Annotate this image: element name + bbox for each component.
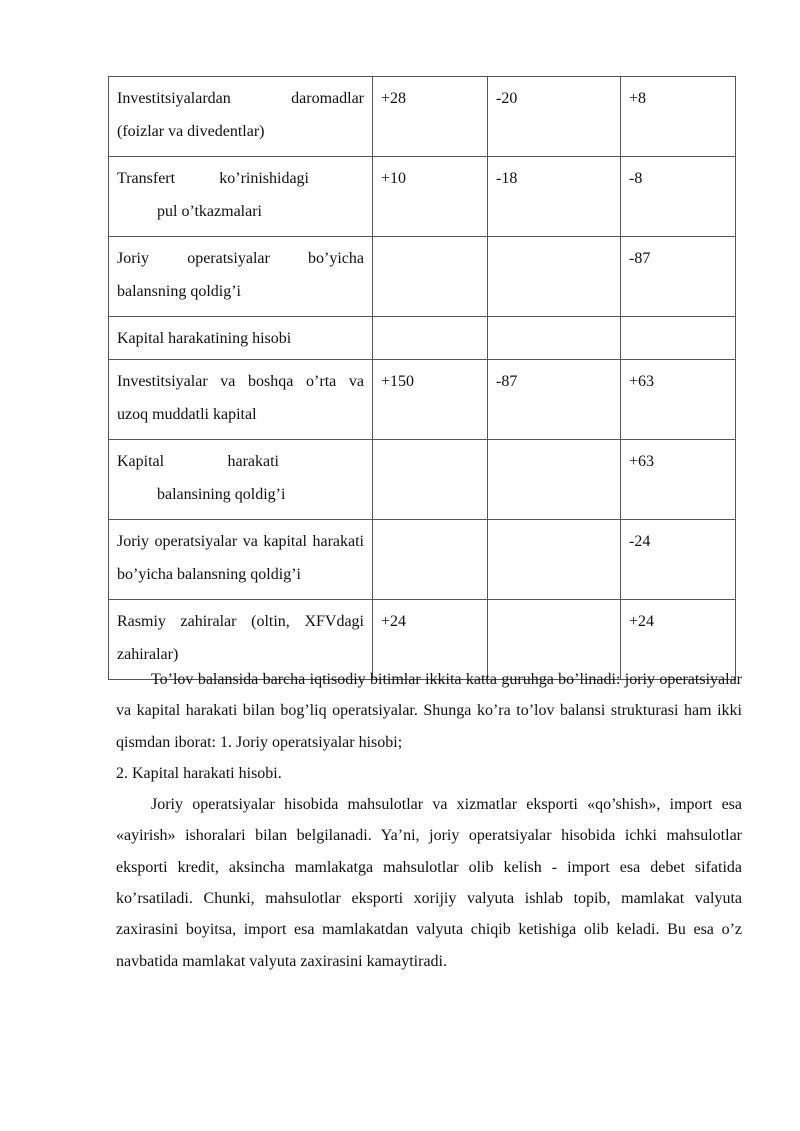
label-part: Kapital (117, 453, 165, 470)
row-label: Joriy operatsiyalar bo’yicha balansning qoldig’i (109, 237, 373, 317)
table-row (109, 317, 736, 360)
cell-value: -8 (621, 157, 736, 237)
label-part: ko’rinishidagi (219, 170, 309, 187)
body-text (116, 664, 742, 977)
table-row (109, 520, 736, 600)
cell-value (373, 237, 488, 317)
cell-value (488, 440, 621, 520)
table-row (109, 440, 736, 520)
row-label (109, 77, 373, 157)
cell-value (621, 317, 736, 360)
cell-value: +24 (621, 600, 736, 680)
row-label (109, 157, 373, 237)
row-label: Rasmiy zahiralar (oltin, XFVdagi zahiralar) (109, 600, 373, 680)
row-label: Joriy operatsiyalar va kapital harakati bo’yicha balansning qoldig’i (109, 520, 373, 600)
label-part: Investitsiyalardan (117, 90, 231, 107)
label-part: Transfert (117, 170, 176, 187)
balance-table (108, 76, 736, 680)
cell-value: +10 (373, 157, 488, 237)
cell-value: +8 (621, 77, 736, 157)
cell-value (488, 520, 621, 600)
cell-value (373, 317, 488, 360)
table-row (109, 237, 736, 317)
cell-value: +150 (373, 360, 488, 440)
cell-value (373, 520, 488, 600)
cell-value: +63 (621, 440, 736, 520)
cell-value (373, 440, 488, 520)
table-row (109, 157, 736, 237)
cell-value: +24 (373, 600, 488, 680)
paragraph: To’lov balansida barcha iqtisodiy bitimlar ikkita katta guruhga bo’linadi: joriy operatsiyalar va kapital harakati bilan bog’liq operatsiyalar. Shunga ko’ra to’lov balansi strukturasi ham ikki qismdan iborat: 1. Joriy operatsiyalar hisobi; (116, 671, 742, 751)
cell-value: -18 (488, 157, 621, 237)
label-part: (foizlar va divedentlar) (117, 123, 265, 140)
cell-value: +63 (621, 360, 736, 440)
row-label: Kapital harakatining hisobi (109, 317, 373, 360)
cell-value: -87 (621, 237, 736, 317)
table-row (109, 360, 736, 440)
cell-value: -24 (621, 520, 736, 600)
label-part: pul o’tkazmalari (157, 203, 262, 220)
paragraph: 2. Kapital harakati hisobi. (116, 764, 282, 782)
paragraph: Joriy operatsiyalar hisobida mahsulotlar va xizmatlar eksporti «qo’shish», import esa «ayirish» ishoralari bilan belgilanadi. Ya’ni, joriy operatsiyalar hisobida ichki mahsulotlar eksporti kredit, aksincha mamlakatga mahsulotlar olib kelish - import esa debet sifatida ko’rsatiladi. Chunki, mahsulotlar eksporti xorijiy valyuta ishlab topib, mamlakat valyuta zaxirasini boyitsa, import esa mamlakatdan valyuta chiqib ketishiga olib keladi. Bu esa o’z navbatida mamlakat valyuta zaxirasini kamaytiradi. (116, 796, 742, 970)
cell-value: +28 (373, 77, 488, 157)
cell-value (488, 317, 621, 360)
cell-value: -20 (488, 77, 621, 157)
label-part: harakati (227, 453, 279, 470)
table-row (109, 77, 736, 157)
row-label: Investitsiyalar va boshqa o’rta va uzoq muddatli kapital (109, 360, 373, 440)
cell-value (488, 237, 621, 317)
label-part: balansining qoldig’i (157, 486, 286, 503)
label-part: daromadlar (291, 90, 364, 107)
row-label (109, 440, 373, 520)
cell-value: -87 (488, 360, 621, 440)
